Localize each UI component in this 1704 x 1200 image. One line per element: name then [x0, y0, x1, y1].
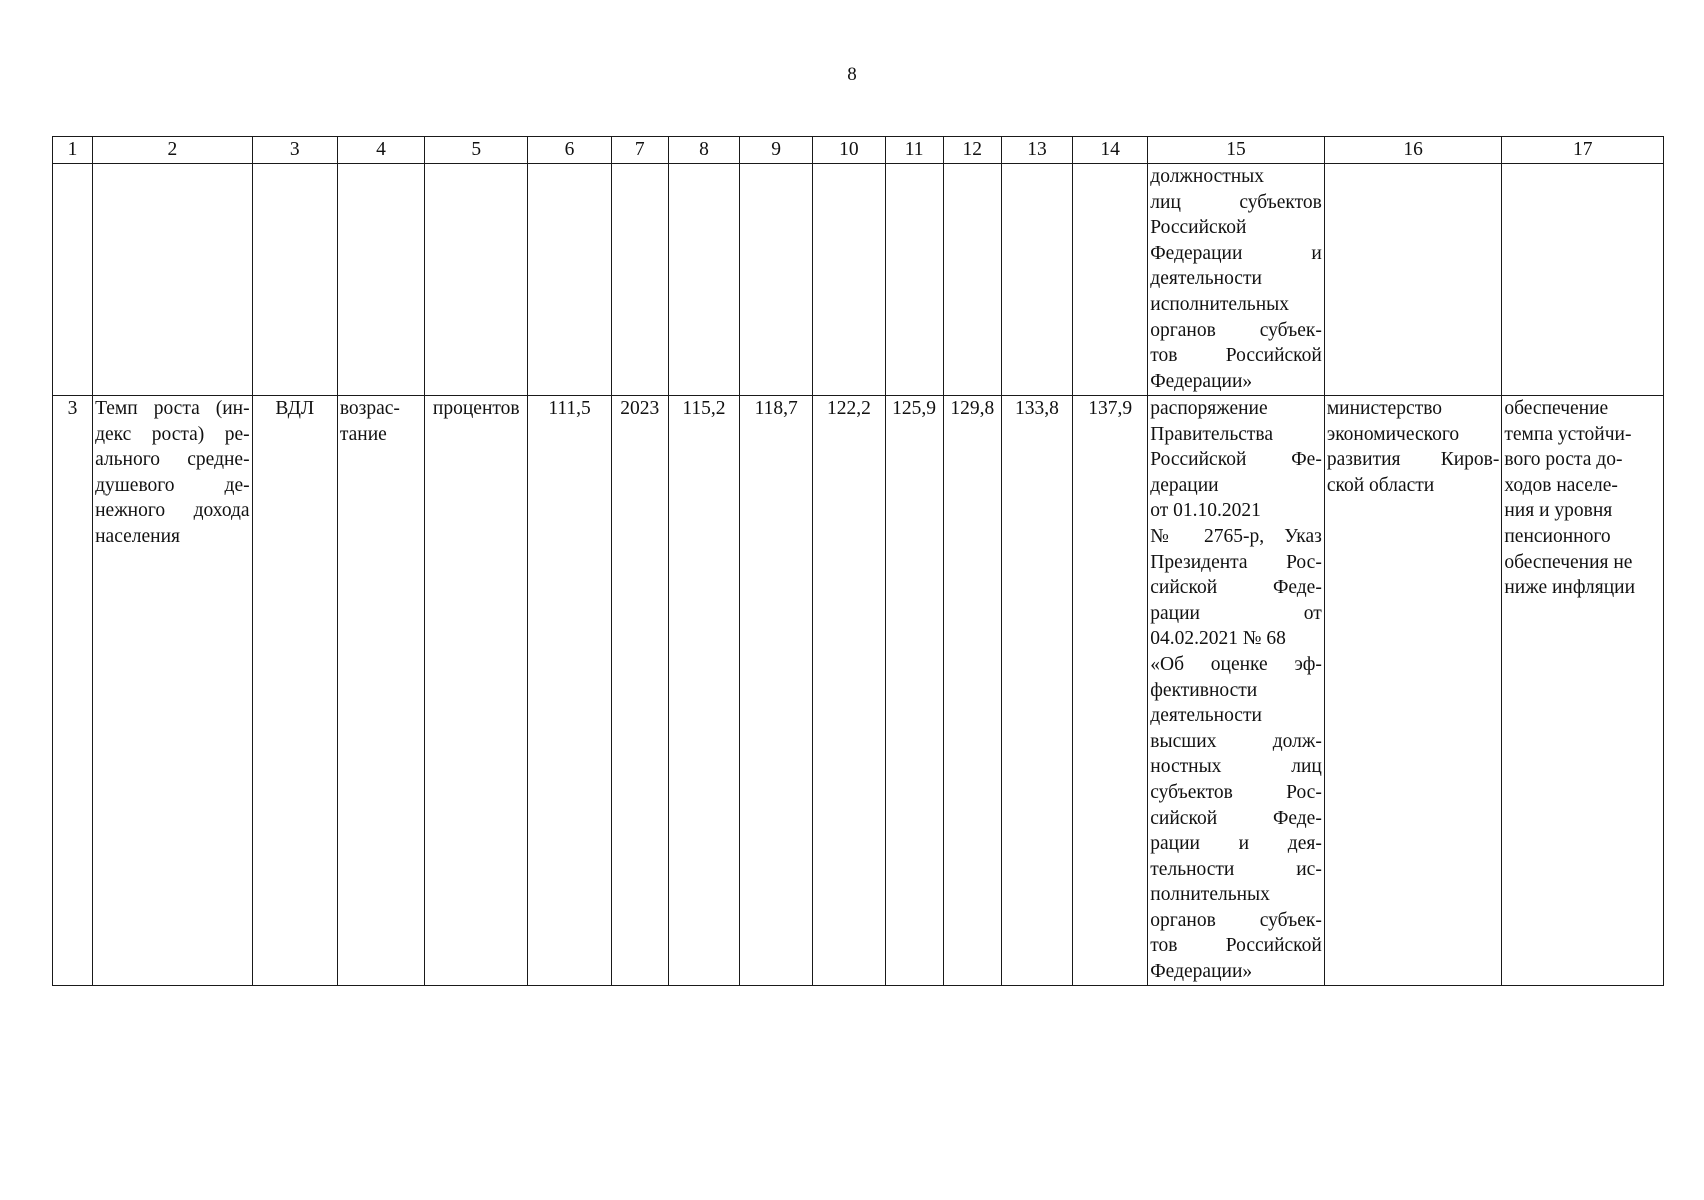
header-cell: 10 [813, 137, 885, 164]
text-line: лиц субъектов [1150, 191, 1322, 213]
text-line: Федерации и [1150, 242, 1322, 264]
header-cell: 5 [425, 137, 528, 164]
goal-description [1502, 396, 1664, 986]
text-line: ния и уровня [1504, 500, 1613, 522]
text-line: субъектов Рос- [1150, 781, 1322, 803]
continuation-row [53, 164, 1664, 396]
text-line: № 2765-р, Указ [1150, 525, 1322, 547]
text-line: органов субъек- [1150, 319, 1322, 341]
header-cell: 9 [740, 137, 813, 164]
text-line: душевого де- [95, 474, 250, 496]
row-number: 3 [53, 396, 93, 986]
text-line: тание [339, 423, 387, 445]
base-year: 2023 [611, 396, 668, 986]
text-line: министерство [1326, 398, 1443, 419]
text-line: рации и дея- [1150, 833, 1322, 855]
direction [337, 396, 424, 986]
page-number: 8 [847, 64, 857, 85]
header-cell: 3 [252, 137, 337, 164]
indicators-table [52, 136, 1664, 986]
value-cell: 122,2 [813, 396, 885, 986]
text-line: Российской Фе- [1150, 449, 1322, 471]
text-line: экономического [1326, 423, 1460, 445]
header-cell: 11 [885, 137, 943, 164]
header-cell: 13 [1001, 137, 1072, 164]
text-line: органов субъек- [1150, 909, 1322, 931]
text-line: Правительства [1150, 423, 1273, 445]
text-line: вого роста до- [1504, 449, 1623, 471]
value-cell: 118,7 [740, 396, 813, 986]
text-line: декс роста) ре- [95, 423, 250, 445]
text-line: темпа устойчи- [1504, 423, 1632, 445]
text-line: пенсионного [1504, 525, 1611, 547]
continuation-document-cell [1148, 164, 1325, 396]
text-line: фективности [1150, 679, 1258, 701]
text-line: должностных [1150, 166, 1265, 187]
header-cell: 1 [53, 137, 93, 164]
value-cell: 133,8 [1001, 396, 1072, 986]
header-cell: 8 [668, 137, 739, 164]
header-cell: 4 [337, 137, 424, 164]
header-cell: 6 [528, 137, 611, 164]
table-header-row [53, 137, 1664, 164]
text-line: ального средне- [95, 449, 250, 471]
header-cell: 14 [1073, 137, 1148, 164]
measure-unit: процентов [425, 396, 528, 986]
value-cell: 115,2 [668, 396, 739, 986]
text-line: высших долж- [1150, 730, 1322, 752]
text-line: ниже инфляции [1504, 577, 1636, 599]
text-line: 04.02.2021 № 68 [1150, 628, 1286, 650]
text-line: ходов населе- [1504, 474, 1618, 496]
header-cell: 16 [1324, 137, 1502, 164]
text-line: деятельности [1150, 705, 1262, 727]
text-line: распоряжение [1150, 398, 1268, 419]
text-line: обеспечение [1504, 398, 1609, 419]
header-cell: 15 [1148, 137, 1325, 164]
value-cell: 129,8 [943, 396, 1001, 986]
text-line: деятельности [1150, 268, 1262, 290]
text-line: населения [95, 525, 180, 547]
text-line: рации от [1150, 602, 1322, 624]
text-line: Федерации» [1150, 961, 1253, 983]
text-line: сийской Феде- [1150, 807, 1322, 829]
text-line: «Об оценке эф- [1150, 653, 1322, 675]
responsible-body [1324, 396, 1502, 986]
header-cell: 12 [943, 137, 1001, 164]
text-line: обеспечения не [1504, 551, 1633, 573]
text-line: дерации [1150, 474, 1219, 496]
text-line: полнительных [1150, 884, 1270, 906]
value-cell: 125,9 [885, 396, 943, 986]
indicator-name [93, 396, 252, 986]
value-cell: 137,9 [1073, 396, 1148, 986]
text-line: тов Российской [1150, 345, 1322, 367]
text-line: сийской Феде- [1150, 577, 1322, 599]
text-line: Российской [1150, 217, 1247, 239]
header-cell: 2 [93, 137, 252, 164]
text-line: Федерации» [1150, 370, 1253, 392]
text-line: развития Киров- [1326, 449, 1500, 471]
basis-document [1148, 396, 1325, 986]
base-value: 111,5 [528, 396, 611, 986]
text-line: тов Российской [1150, 935, 1322, 957]
text-line: Темп роста (ин- [95, 398, 250, 419]
unit-code: ВДЛ [252, 396, 337, 986]
header-cell: 7 [611, 137, 668, 164]
header-cell: 17 [1502, 137, 1664, 164]
text-line: ностных лиц [1150, 756, 1322, 778]
text-line: тельности ис- [1150, 858, 1322, 880]
table-row [53, 396, 1664, 986]
text-line: от 01.10.2021 [1150, 500, 1261, 522]
text-line: Президента Рос- [1150, 551, 1322, 573]
text-line: возрас- [339, 398, 400, 419]
text-line: нежного дохода [95, 500, 250, 522]
text-line: исполнительных [1150, 293, 1289, 315]
text-line: ской области [1326, 474, 1435, 496]
